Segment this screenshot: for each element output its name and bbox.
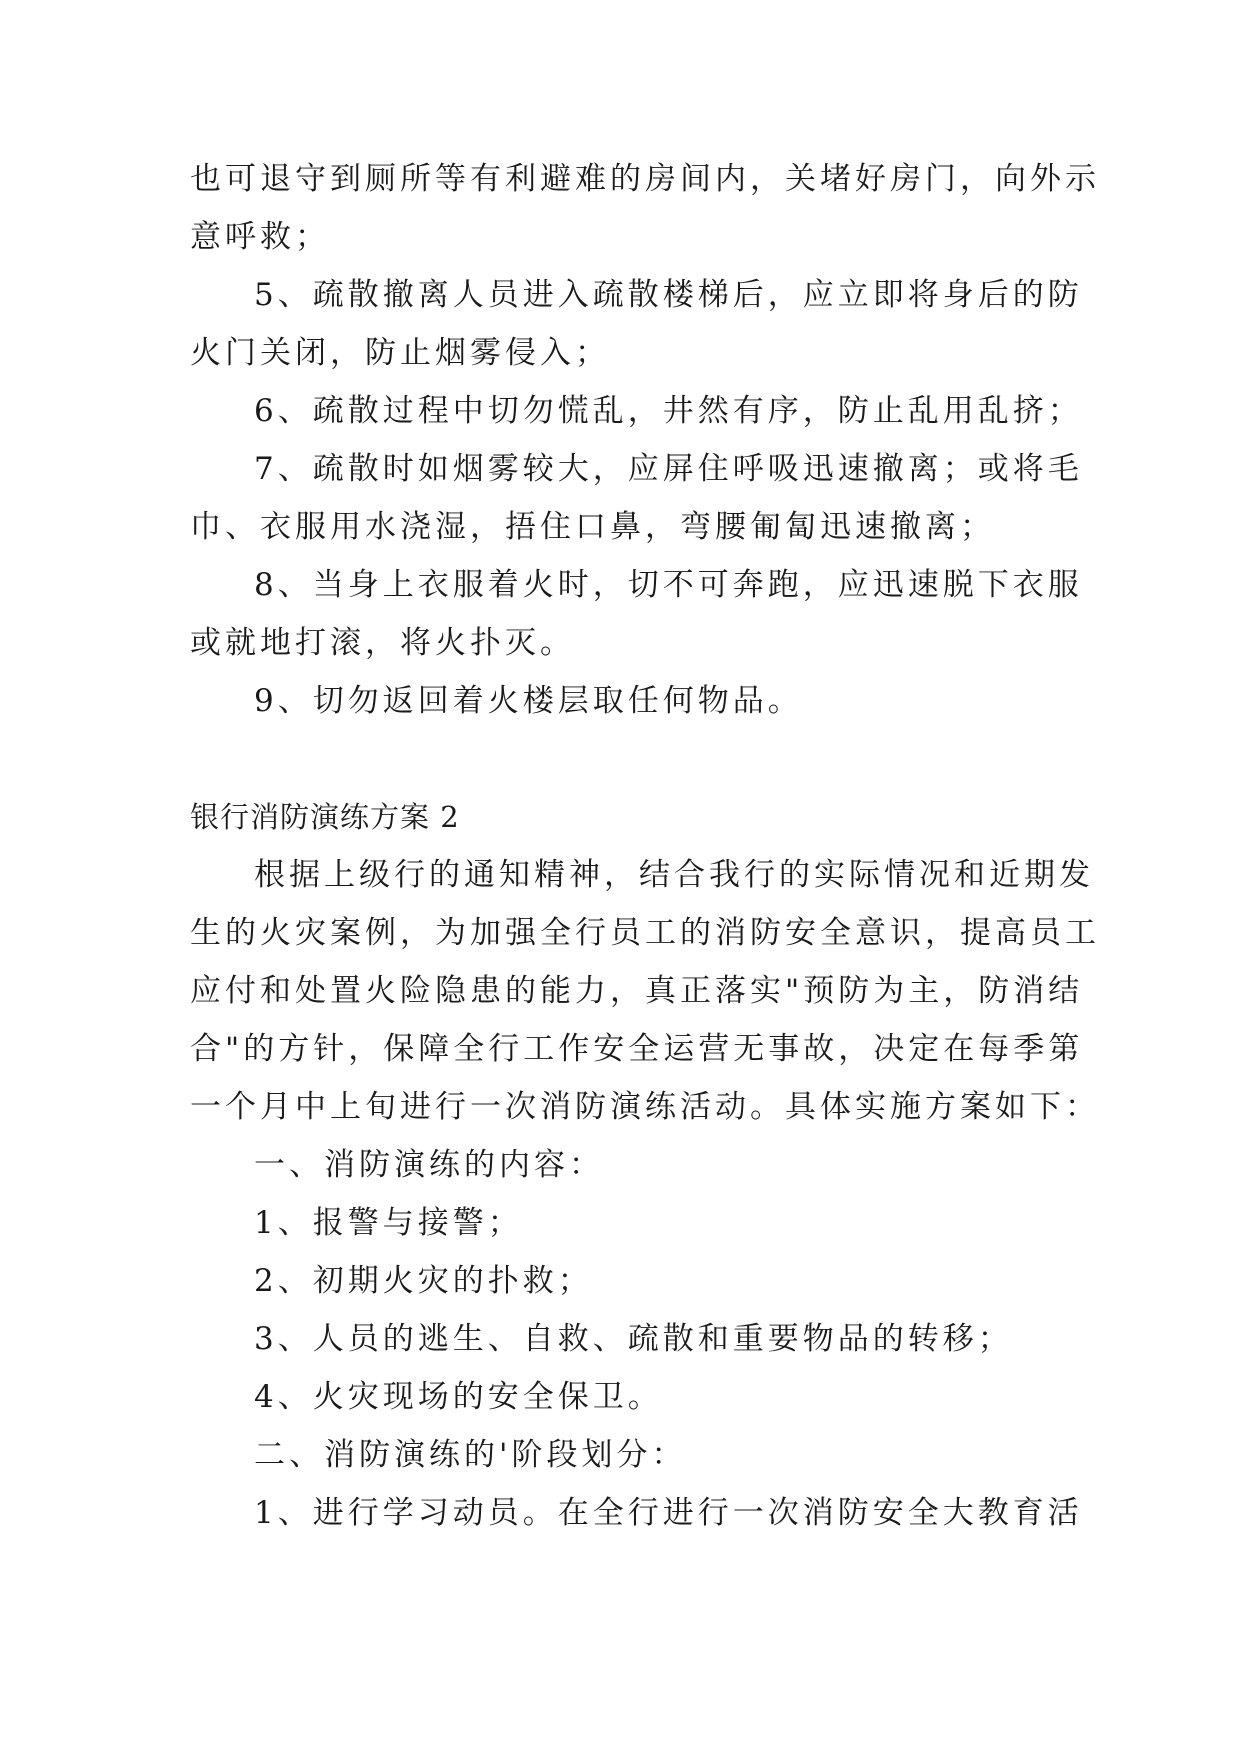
paragraph-line: 火门关闭，防止烟雾侵入；	[190, 335, 610, 371]
subheading-phases: 二、消防演练的'阶段划分：	[254, 1437, 687, 1473]
list-item-7: 7、疏散时如烟雾较大，应屏住呼吸迅速撤离；或将毛	[254, 451, 1083, 487]
intro-paragraph-line: 一个月中上旬进行一次消防演练活动。具体实施方案如下：	[190, 1089, 1100, 1125]
paragraph-line: 意呼救；	[190, 219, 330, 255]
list-item-4: 4、火灾现场的安全保卫。	[254, 1379, 663, 1415]
list-item-8: 8、当身上衣服着火时，切不可奔跑，应迅速脱下衣服	[254, 567, 1083, 603]
list-item-9: 9、切勿返回着火楼层取任何物品。	[254, 683, 803, 719]
intro-paragraph-line: 合"的方针，保障全行工作安全运营无事故，决定在每季第	[190, 1031, 1084, 1067]
list-item-1: 1、报警与接警；	[254, 1205, 523, 1241]
paragraph-line: 或就地打滚，将火扑灭。	[190, 625, 575, 661]
section-title: 银行消防演练方案 2	[190, 800, 460, 834]
list-item-phase-1: 1、进行学习动员。在全行进行一次消防安全大教育活	[254, 1495, 1083, 1531]
section-gap	[190, 730, 1060, 788]
document-body	[190, 150, 1100, 1542]
intro-paragraph-line: 应付和处置火险隐患的能力，真正落实"预防为主，防消结	[190, 973, 1084, 1009]
subheading-content: 一、消防演练的内容：	[254, 1147, 604, 1183]
list-item-2: 2、初期火灾的扑救；	[254, 1263, 593, 1299]
paragraph-line: 也可退守到厕所等有利避难的房间内，关堵好房门，向外示	[190, 161, 1100, 197]
list-item-6: 6、疏散过程中切勿慌乱，井然有序，防止乱用乱挤；	[254, 393, 1083, 429]
list-item-3: 3、人员的逃生、自救、疏散和重要物品的转移；	[254, 1321, 1013, 1357]
list-item-5: 5、疏散撤离人员进入疏散楼梯后，应立即将身后的防	[254, 277, 1083, 313]
intro-paragraph-line: 生的火灾案例，为加强全行员工的消防安全意识，提高员工	[190, 915, 1100, 951]
intro-paragraph-line: 根据上级行的通知精神，结合我行的实际情况和近期发	[254, 857, 1094, 893]
paragraph-line: 巾、衣服用水浇湿，捂住口鼻，弯腰匍匐迅速撤离；	[190, 509, 995, 545]
